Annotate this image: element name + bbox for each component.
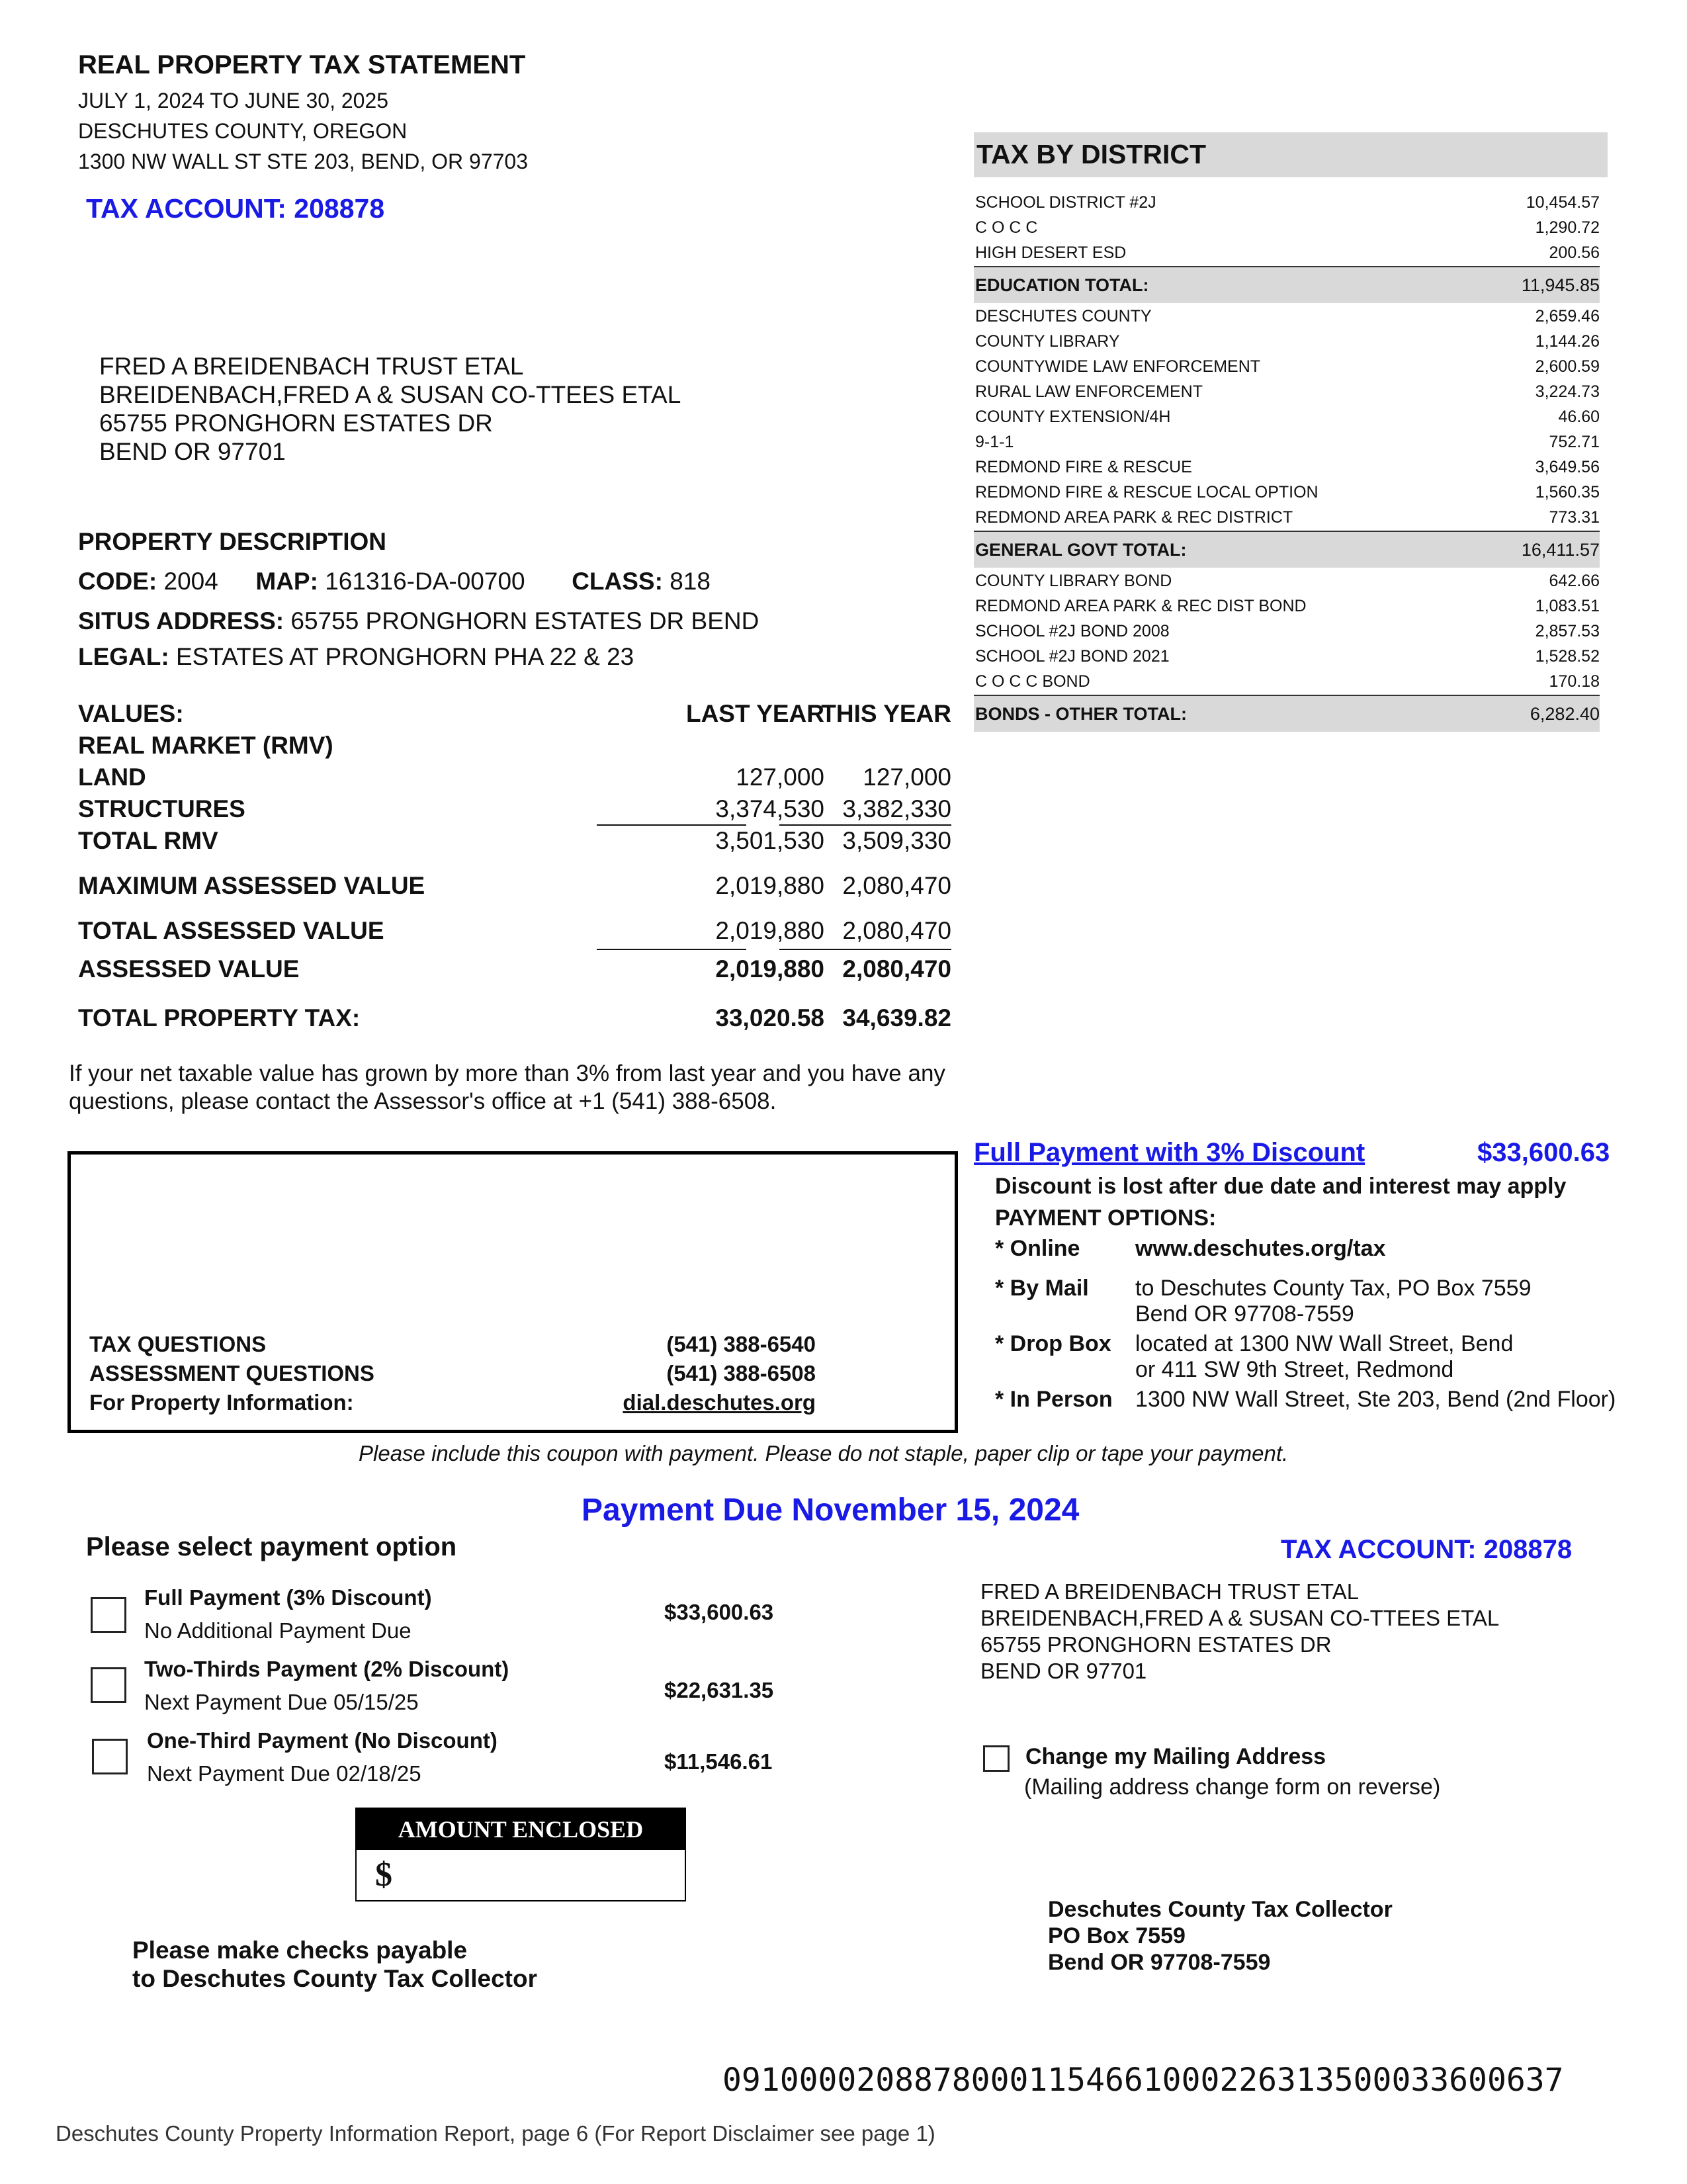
row-label: ASSESSED VALUE — [78, 955, 300, 983]
tax-period: JULY 1, 2024 TO JUNE 30, 2025 — [78, 89, 389, 112]
mail-address-line-2: Bend OR 97708-7559 — [1135, 1301, 1354, 1327]
value-row-structures — [78, 795, 951, 826]
change-address-checkbox[interactable] — [983, 1745, 1010, 1772]
option-one-third-title: One-Third Payment (No Discount) — [147, 1728, 497, 1753]
contact-info-box — [67, 1151, 958, 1433]
checks-payable-note — [132, 1936, 537, 1993]
district-total-label: BONDS - OTHER TOTAL: — [975, 704, 1187, 724]
mail-address-line-1: to Deschutes County Tax, PO Box 7559 — [1135, 1276, 1532, 1301]
online-url[interactable]: www.deschutes.org/tax — [1135, 1236, 1386, 1261]
mail-label: * By Mail — [995, 1276, 1089, 1301]
map-value: 161316-DA-00700 — [325, 568, 525, 595]
district-name: REDMOND FIRE & RESCUE — [975, 458, 1192, 476]
district-row — [974, 328, 1600, 353]
property-info-row — [89, 1390, 930, 1417]
district-amount: 2,600.59 — [1535, 357, 1600, 376]
district-total-label: EDUCATION TOTAL: — [975, 275, 1149, 295]
row-label: TOTAL PROPERTY TAX: — [78, 1004, 361, 1031]
owner-address-block — [99, 352, 681, 466]
coupon-tax-account: TAX ACCOUNT: 208878 — [1281, 1535, 1573, 1564]
value-row-max-av — [78, 872, 951, 902]
tax-questions-label: TAX QUESTIONS — [89, 1332, 267, 1356]
mail-address — [1135, 1276, 1532, 1327]
this-year-value: 2,080,470 — [842, 872, 951, 899]
district-row — [974, 618, 1600, 643]
general-govt-total-row — [974, 532, 1600, 568]
district-row — [974, 568, 1600, 593]
district-amount: 10,454.57 — [1526, 193, 1600, 212]
rmv-header-row — [78, 732, 951, 762]
district-name: RURAL LAW ENFORCEMENT — [975, 382, 1203, 401]
this-year-value: 2,080,470 — [842, 955, 951, 983]
drop-box-locations — [1135, 1331, 1513, 1383]
district-name: SCHOOL #2J BOND 2021 — [975, 647, 1170, 666]
district-amount: 2,659.46 — [1535, 307, 1600, 326]
divider — [779, 949, 951, 950]
district-name: COUNTY LIBRARY — [975, 332, 1120, 351]
page-footer: Deschutes County Property Information Report, page 6 (For Report Disclaimer see page 1) — [56, 2121, 935, 2146]
district-row — [974, 643, 1600, 668]
district-amount: 170.18 — [1549, 672, 1600, 691]
last-year-value: 33,020.58 — [715, 1004, 824, 1031]
legal-value: ESTATES AT PRONGHORN PHA 22 & 23 — [175, 643, 634, 670]
value-row-total-tax — [78, 1004, 951, 1035]
last-year-value: 3,374,530 — [715, 795, 824, 822]
district-name: 9-1-1 — [975, 433, 1014, 451]
district-amount: 642.66 — [1549, 572, 1600, 590]
this-year-value: 3,382,330 — [842, 795, 951, 822]
tax-by-district-title: TAX BY DISTRICT — [976, 139, 1206, 169]
district-name: HIGH DESERT ESD — [975, 243, 1127, 262]
district-name: COUNTY LIBRARY BOND — [975, 572, 1172, 590]
value-row-land — [78, 764, 951, 794]
district-name: SCHOOL #2J BOND 2008 — [975, 622, 1170, 640]
option-one-third-amount: $11,546.61 — [664, 1749, 773, 1774]
owner-line-4: BEND OR 97701 — [980, 1659, 1147, 1683]
district-amount: 752.71 — [1549, 433, 1600, 451]
checks-line-1: Please make checks payable — [132, 1937, 468, 1964]
collector-line-3: Bend OR 97708-7559 — [1048, 1950, 1271, 1975]
dollar-sign: $ — [375, 1856, 392, 1894]
property-codes — [78, 568, 711, 595]
divider — [597, 949, 746, 950]
last-year-value: 2,019,880 — [715, 955, 824, 983]
checks-line-2: to Deschutes County Tax Collector — [132, 1965, 537, 1992]
district-name: DESCHUTES COUNTY — [975, 307, 1152, 326]
owner-line-1: FRED A BREIDENBACH TRUST ETAL — [99, 353, 524, 380]
value-row-assessed-value — [78, 955, 951, 986]
district-name: COUNTY EXTENSION/4H — [975, 408, 1171, 426]
collector-line-1: Deschutes County Tax Collector — [1048, 1897, 1393, 1922]
amount-enclosed-label: AMOUNT ENCLOSED — [357, 1809, 685, 1850]
assessment-questions-phone: (541) 388-6508 — [666, 1361, 816, 1385]
district-amount: 46.60 — [1558, 408, 1600, 426]
district-amount: 1,083.51 — [1535, 597, 1600, 615]
value-row-total-av — [78, 917, 951, 947]
last-year-value: 127,000 — [736, 764, 824, 791]
property-info-link[interactable]: dial.deschutes.org — [623, 1390, 816, 1415]
district-name: SCHOOL DISTRICT #2J — [975, 193, 1156, 212]
district-amount: 3,224.73 — [1535, 382, 1600, 401]
last-year-value: 2,019,880 — [715, 872, 824, 899]
row-label: MAXIMUM ASSESSED VALUE — [78, 872, 425, 899]
statement-title: REAL PROPERTY TAX STATEMENT — [78, 50, 526, 79]
district-row — [974, 353, 1600, 378]
row-label: TOTAL ASSESSED VALUE — [78, 917, 384, 944]
owner-line-1: FRED A BREIDENBACH TRUST ETAL — [980, 1579, 1360, 1604]
assessor-note: If your net taxable value has grown by more than 3% from last year and you have any questions, please contact the Assessor's office at +1 (541) 388-6508. — [69, 1061, 945, 1114]
district-name: REDMOND AREA PARK & REC DIST BOND — [975, 597, 1307, 615]
district-row — [974, 214, 1600, 240]
district-row — [974, 429, 1600, 454]
this-year-value: 127,000 — [863, 764, 951, 791]
district-row — [974, 189, 1600, 214]
discount-note: Discount is lost after due date and interest may apply — [995, 1174, 1567, 1199]
code-label: CODE: — [78, 568, 157, 595]
select-payment-option-label: Please select payment option — [86, 1532, 457, 1561]
owner-line-2: BREIDENBACH,FRED A & SUSAN CO-TTEES ETAL — [99, 381, 681, 408]
option-two-thirds-title: Two-Thirds Payment (2% Discount) — [144, 1657, 509, 1681]
county-address: 1300 NW WALL ST STE 203, BEND, OR 97703 — [78, 150, 528, 173]
education-total-row — [974, 267, 1600, 303]
district-row — [974, 303, 1600, 328]
change-address-label: Change my Mailing Address — [1025, 1744, 1326, 1769]
this-year-value: 34,639.82 — [842, 1004, 951, 1031]
this-year-value: 3,509,330 — [842, 827, 951, 854]
last-year-header: LAST YEAR — [685, 700, 824, 727]
district-row — [974, 454, 1600, 479]
owner-line-4: BEND OR 97701 — [99, 438, 286, 465]
district-name: REDMOND FIRE & RESCUE LOCAL OPTION — [975, 483, 1319, 502]
district-row — [974, 240, 1600, 265]
this-year-value: 2,080,470 — [842, 917, 951, 944]
last-year-value: 3,501,530 — [715, 827, 824, 854]
value-row-total-rmv — [78, 827, 951, 857]
district-row — [974, 378, 1600, 404]
tax-collector-address — [1048, 1896, 1393, 1976]
owner-line-3: 65755 PRONGHORN ESTATES DR — [99, 410, 493, 437]
full-payment-amount: $33,600.63 — [1477, 1138, 1610, 1167]
assessment-questions-label: ASSESSMENT QUESTIONS — [89, 1361, 374, 1385]
map-label: MAP: — [255, 568, 318, 595]
divider — [597, 824, 746, 826]
online-label: * Online — [995, 1236, 1080, 1261]
property-description-title: PROPERTY DESCRIPTION — [78, 528, 387, 555]
two-thirds-payment-checkbox[interactable] — [91, 1667, 126, 1703]
one-third-payment-checkbox[interactable] — [92, 1739, 128, 1774]
tax-by-district-header — [974, 132, 1608, 177]
values-header-row — [78, 700, 951, 730]
row-label: LAND — [78, 764, 146, 791]
payment-due-date: Payment Due November 15, 2024 — [582, 1493, 1080, 1528]
tax-questions-phone: (541) 388-6540 — [666, 1332, 816, 1356]
district-row — [974, 404, 1600, 429]
rmv-label: REAL MARKET (RMV) — [78, 732, 333, 759]
district-row — [974, 479, 1600, 504]
property-info-label: For Property Information: — [89, 1390, 354, 1415]
district-total-amount: 11,945.85 — [1521, 275, 1600, 295]
district-amount: 1,560.35 — [1535, 483, 1600, 502]
option-full-amount: $33,600.63 — [664, 1600, 774, 1624]
drop-box-label: * Drop Box — [995, 1331, 1111, 1356]
district-total-label: GENERAL GOVT TOTAL: — [975, 540, 1187, 560]
district-amount: 1,144.26 — [1535, 332, 1600, 351]
situs-address — [78, 607, 759, 635]
district-row — [974, 668, 1600, 693]
assessment-questions-row — [89, 1361, 930, 1387]
row-label: TOTAL RMV — [78, 827, 218, 854]
ocr-scanline: 09100002088780001154661000226313500033600637 — [722, 2062, 1564, 2099]
in-person-address: 1300 NW Wall Street, Ste 203, Bend (2nd Floor) — [1135, 1387, 1616, 1412]
option-two-thirds-amount: $22,631.35 — [664, 1678, 774, 1702]
this-year-header: THIS YEAR — [821, 700, 951, 727]
owner-line-3: 65755 PRONGHORN ESTATES DR — [980, 1632, 1332, 1657]
option-one-third-sub: Next Payment Due 02/18/25 — [147, 1761, 421, 1786]
class-label: CLASS: — [572, 568, 663, 595]
district-total-amount: 16,411.57 — [1521, 540, 1600, 560]
coupon-owner-address — [980, 1579, 1499, 1684]
code-value: 2004 — [163, 568, 218, 595]
district-amount: 3,649.56 — [1535, 458, 1600, 476]
tax-account-number: TAX ACCOUNT: 208878 — [86, 193, 385, 224]
situs-value: 65755 PRONGHORN ESTATES DR BEND — [290, 607, 759, 634]
district-name: C O C C BOND — [975, 672, 1090, 691]
row-label: STRUCTURES — [78, 795, 245, 822]
legal-label: LEGAL: — [78, 643, 169, 670]
drop-box-line-1: located at 1300 NW Wall Street, Bend — [1135, 1331, 1514, 1356]
coupon-instructions: Please include this coupon with payment. Please do not staple, paper clip or tape your payment. — [359, 1441, 1289, 1465]
option-full-sub: No Additional Payment Due — [144, 1618, 411, 1643]
full-payment-discount-link[interactable]: Full Payment with 3% Discount — [974, 1138, 1365, 1167]
district-amount: 1,290.72 — [1535, 218, 1600, 237]
district-name: C O C C — [975, 218, 1038, 237]
district-row — [974, 593, 1600, 618]
district-amount: 773.31 — [1549, 508, 1600, 527]
change-address-note: (Mailing address change form on reverse) — [1024, 1774, 1441, 1800]
in-person-label: * In Person — [995, 1387, 1113, 1412]
class-value: 818 — [670, 568, 711, 595]
amount-enclosed-box[interactable] — [355, 1808, 686, 1901]
option-two-thirds-sub: Next Payment Due 05/15/25 — [144, 1690, 419, 1714]
district-row — [974, 504, 1600, 529]
payment-options-title: PAYMENT OPTIONS: — [995, 1205, 1217, 1231]
option-full-title: Full Payment (3% Discount) — [144, 1585, 432, 1610]
district-name: REDMOND AREA PARK & REC DISTRICT — [975, 508, 1293, 527]
owner-line-2: BREIDENBACH,FRED A & SUSAN CO-TTEES ETAL — [980, 1606, 1500, 1630]
drop-box-line-2: or 411 SW 9th Street, Redmond — [1135, 1357, 1454, 1382]
district-amount: 2,857.53 — [1535, 622, 1600, 640]
full-payment-checkbox[interactable] — [91, 1597, 126, 1633]
legal-description — [78, 643, 634, 671]
last-year-value: 2,019,880 — [715, 917, 824, 944]
county-name: DESCHUTES COUNTY, OREGON — [78, 119, 408, 143]
district-amount: 200.56 — [1549, 243, 1600, 262]
district-total-amount: 6,282.40 — [1530, 704, 1600, 724]
collector-line-2: PO Box 7559 — [1048, 1923, 1186, 1948]
situs-label: SITUS ADDRESS: — [78, 607, 284, 634]
district-name: COUNTYWIDE LAW ENFORCEMENT — [975, 357, 1261, 376]
values-label: VALUES: — [78, 700, 184, 727]
tax-questions-row — [89, 1332, 930, 1358]
divider — [779, 824, 951, 826]
bonds-total-row — [974, 696, 1600, 732]
district-amount: 1,528.52 — [1535, 647, 1600, 666]
